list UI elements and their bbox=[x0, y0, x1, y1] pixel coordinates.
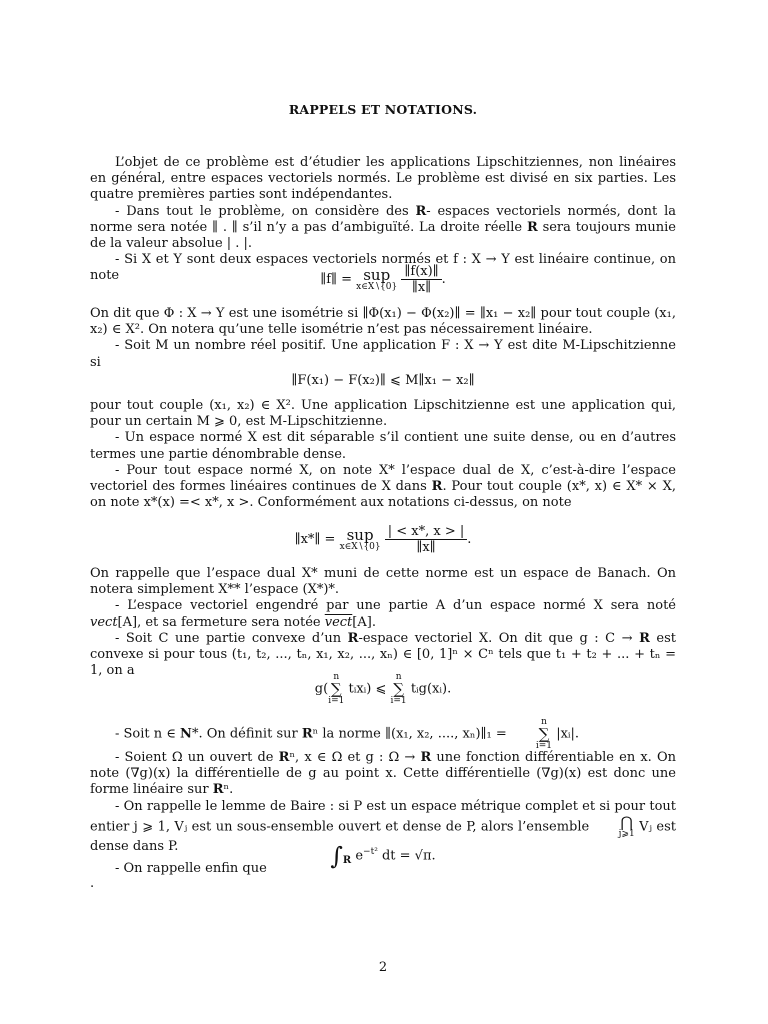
para-intro: L’objet de ce problème est d’étudier les applications Lipschitziennes, non linéaires en général, entre espaces vectoriels normés. Le problème est divisé en six parties. Les quatre premières parties sont indépendantes. bbox=[90, 155, 676, 203]
para-linear: - Si X et Y sont deux espaces vectoriels normés et f : X → Y est linéaire continue, on note bbox=[90, 252, 676, 284]
isometry-paragraph bbox=[90, 306, 676, 371]
para-lipschitz: - Soit M un nombre réel positif. Une application F : X → Y est dite M-Lipschitzienne si bbox=[90, 338, 676, 370]
para-vect: - L’espace vectoriel engendré par une partie A d’un espace normé X sera noté vect[A], et sa fermeture sera notée vect[A]. bbox=[90, 598, 676, 630]
para-isometry: On dit que Φ : X → Y est une isométrie si ∥Φ(x₁) − Φ(x₂)∥ = ∥x₁ − x₂∥ pour tout couple (x₁, x₂) ∈ X². On notera qu’une telle isométrie n’est pas nécessairement linéaire. bbox=[90, 306, 676, 338]
equation-lipschitz: ∥F(x₁) − F(x₂)∥ ⩽ M∥x₁ − x₂∥ bbox=[291, 373, 475, 388]
equation-dual-norm: ∥x*∥ = sup x∈X∖{0} $\frac{| < x*, x > |}{\parallel x\parallel}$ . bbox=[294, 524, 472, 555]
stray-dot: . bbox=[90, 876, 95, 891]
page-number: 2 bbox=[378, 960, 388, 975]
equation-convexity: g( n ∑ i=1 tᵢxᵢ) ⩽ n ∑ i=1 tᵢg(xᵢ). bbox=[314, 672, 452, 706]
para-lipschitz-2: pour tout couple (x₁, x₂) ∈ X². Une application Lipschitzienne est une application qui, pour un certain M ⩾ 0, est M-Lipschitzienne. bbox=[90, 398, 676, 430]
para-separable: - Un espace normé X est dit séparable s’il contient une suite dense, ou en d’autres termes une partie dénombrable dense. bbox=[90, 430, 676, 462]
equation-gauss-integral: $\int_R$ $e^{-t^2}$ dt = √π. bbox=[330, 842, 436, 870]
para-norm: - Dans tout le problème, on considère des R- espaces vectoriels normés, dont la norme sera notée ∥ . ∥ s’il n’y a pas d’ambiguïté. La droite réelle R sera toujours munie de la valeur absolue | . |. bbox=[90, 203, 676, 252]
para-gauss: - On rappelle enfin que bbox=[115, 861, 267, 877]
para-baire: - On rappelle le lemme de Baire : si P est un espace métrique complet et si pour tout entier j ⩾ 1, Vⱼ est un sous-ensemble ouvert et dense de P, alors l’ensemble ⋂ j⩾1 Vⱼ est dense dans P. bbox=[90, 798, 676, 854]
para-l1: - Soit n ∈ N*. On définit sur Rⁿ la norme ∥(x₁, x₂, ...., xₙ)∥₁ = n ∑ i=1 |xᵢ|. bbox=[115, 717, 580, 751]
para-banach: On rappelle que l’espace dual X* muni de cette norme est un espace de Banach. On notera simplement X** l’espace (X*)*. bbox=[90, 566, 676, 598]
equation-operator-norm: ∥f∥ = sup x∈X∖{0} $\frac{\parallel f(x)\parallel}{\parallel x\parallel}$ . bbox=[320, 264, 446, 295]
l1-norm-paragraph bbox=[90, 717, 676, 751]
banach-paragraph bbox=[90, 566, 676, 679]
lipschitz-paragraph bbox=[90, 398, 676, 511]
page-title: RAPPELS ET NOTATIONS. bbox=[288, 102, 478, 117]
para-gradient: - Soient Ω un ouvert de Rⁿ, x ∈ Ω et g : Ω → R une fonction différentiable en x. On note (∇g)(x) la différentielle de g au point x. Cette différentielle (∇g)(x) est donc une forme linéaire sur Rⁿ. bbox=[90, 750, 676, 798]
para-convex: - Soit C une partie convexe d’un R-espace vectoriel X. On dit que g : C → R est convexe si pour tous (t₁, t₂, ..., tₙ, x₁, x₂, ..., xₙ) ∈ [0, 1]ⁿ × Cⁿ tels que t₁ + t₂ + ... + tₙ = 1, on a bbox=[90, 630, 676, 679]
para-dual: - Pour tout espace normé X, on note X* l’espace dual de X, c’est-à-dire l’espace vectoriel des formes linéaires continues de X dans R. Pour tout couple (x*, x) ∈ X* × X, on note x*(x) =< x*, x >. Conformément aux notations ci-dessus, on note bbox=[90, 462, 676, 511]
